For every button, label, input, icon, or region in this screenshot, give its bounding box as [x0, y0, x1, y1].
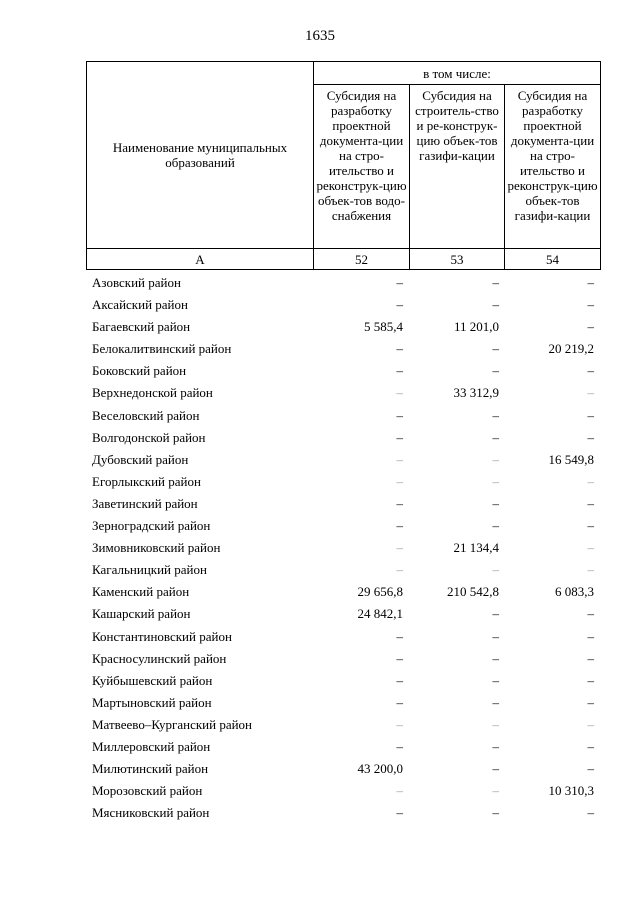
value-col-52: – [396, 694, 403, 710]
table-row [86, 758, 600, 780]
value-col-54: 10 310,3 [548, 783, 594, 799]
value-col-52: – [396, 473, 403, 489]
table-row [86, 670, 600, 692]
value-col-53: – [492, 341, 499, 357]
page-number: 1635 [305, 28, 335, 44]
municipality-name: Веселовский район [92, 407, 200, 423]
value-col-54: – [587, 738, 594, 754]
table-row [86, 449, 600, 471]
value-col-53: 33 312,9 [453, 385, 499, 401]
value-col-52: – [396, 363, 403, 379]
value-col-53: – [492, 495, 499, 511]
value-col-53: – [492, 628, 499, 644]
value-col-52: – [396, 341, 403, 357]
column-index-a: А [87, 249, 314, 270]
table-row [86, 559, 600, 581]
value-col-52: 43 200,0 [357, 761, 403, 777]
value-col-52: – [396, 716, 403, 732]
column-header-54: Субсидия на разработку проектной документа-ции на стро-ительство и реконструк-цию объек-тов газифи-кации [505, 85, 601, 249]
value-col-54: – [587, 495, 594, 511]
value-col-54: – [587, 606, 594, 622]
table-row [86, 493, 600, 515]
table-row [86, 537, 600, 559]
municipality-name: Зерноградский район [92, 518, 211, 534]
value-col-54: – [587, 672, 594, 688]
value-col-53: – [492, 738, 499, 754]
value-col-53: – [492, 297, 499, 313]
municipality-name: Кагальницкий район [92, 562, 207, 578]
value-col-52: – [396, 429, 403, 445]
value-col-53: – [492, 363, 499, 379]
table-row [86, 515, 600, 537]
value-col-53: 21 134,4 [453, 540, 499, 556]
municipality-name: Заветинский район [92, 495, 198, 511]
municipality-name: Азовский район [92, 275, 181, 290]
column-header-53: Субсидия на строитель-ство и ре-конструк-цию объек-тов газифи-кации [410, 85, 505, 249]
municipality-name: Каменский район [92, 584, 190, 600]
table-row [86, 581, 600, 603]
municipality-name: Боковский район [92, 363, 187, 379]
value-col-54: – [587, 363, 594, 379]
municipality-name: Дубовский район [92, 451, 189, 467]
value-col-52: – [396, 407, 403, 423]
column-header-52: Субсидия на разработку проектной документа-ции на стро-ительство и реконструк-цию объек-тов водо-снабжения [314, 85, 410, 249]
value-col-53: – [492, 429, 499, 445]
value-col-54: – [587, 407, 594, 423]
table-row [86, 405, 600, 427]
column-index-52: 52 [314, 249, 410, 270]
value-col-54: – [587, 562, 594, 578]
value-col-53: 210 542,8 [447, 584, 499, 600]
value-col-53: – [492, 518, 499, 534]
value-col-52: – [396, 297, 403, 313]
value-col-52: – [396, 540, 403, 556]
value-col-52: – [396, 495, 403, 511]
value-col-53: – [492, 451, 499, 467]
value-col-53: – [492, 694, 499, 710]
value-col-52: – [396, 275, 403, 290]
value-col-52: – [396, 562, 403, 578]
value-col-54: – [587, 628, 594, 644]
value-col-53: – [492, 606, 499, 622]
table-row [86, 626, 600, 648]
table-body [86, 272, 600, 824]
municipality-name: Егорлыкский район [92, 473, 201, 489]
value-col-54: – [587, 385, 594, 401]
value-col-54: – [587, 694, 594, 710]
value-col-54: – [587, 429, 594, 445]
value-col-52: 5 585,4 [364, 319, 403, 335]
value-col-52: – [396, 650, 403, 666]
value-col-52: – [396, 672, 403, 688]
municipality-name: Милютинский район [92, 761, 209, 777]
table-row [86, 714, 600, 736]
value-col-52: – [396, 385, 403, 401]
municipality-name: Мясниковский район [92, 805, 210, 821]
including-header: в том числе: [314, 62, 601, 85]
value-col-52: – [396, 783, 403, 799]
municipality-name: Аксайский район [92, 297, 188, 313]
municipality-name: Зимовниковский район [92, 540, 221, 556]
value-col-53: – [492, 761, 499, 777]
municipality-name: Верхнедонской район [92, 385, 213, 401]
table-header [86, 61, 601, 270]
value-col-52: 24 842,1 [357, 606, 403, 622]
value-col-52: – [396, 738, 403, 754]
municipality-name: Белокалитвинский район [92, 341, 232, 357]
value-col-53: – [492, 473, 499, 489]
value-col-53: – [492, 672, 499, 688]
value-col-54: – [587, 650, 594, 666]
table-row [86, 802, 600, 824]
table-row [86, 294, 600, 316]
municipality-name: Волгодонской район [92, 429, 206, 445]
value-col-54: 16 549,8 [548, 451, 594, 467]
value-col-53: – [492, 716, 499, 732]
value-col-53: – [492, 783, 499, 799]
value-col-53: – [492, 805, 499, 821]
value-col-52: – [396, 518, 403, 534]
value-col-54: – [587, 297, 594, 313]
table-row [86, 692, 600, 714]
table-row [86, 382, 600, 404]
municipality-name: Мартыновский район [92, 694, 212, 710]
value-col-52: – [396, 628, 403, 644]
value-col-54: – [587, 319, 594, 335]
value-col-53: – [492, 275, 499, 290]
table-row [86, 471, 600, 493]
table-row [86, 736, 600, 758]
municipality-name: Куйбышевский район [92, 672, 213, 688]
value-col-54: – [587, 518, 594, 534]
municipality-name: Константиновский район [92, 628, 232, 644]
value-col-53: – [492, 650, 499, 666]
table-row [86, 338, 600, 360]
table-row [86, 427, 600, 449]
value-col-52: – [396, 805, 403, 821]
value-col-54: – [587, 473, 594, 489]
value-col-54: – [587, 716, 594, 732]
value-col-54: – [587, 540, 594, 556]
table-row [86, 648, 600, 670]
municipality-name: Багаевский район [92, 319, 191, 335]
table-row [86, 360, 600, 382]
value-col-53: 11 201,0 [453, 319, 499, 335]
value-col-54: – [587, 275, 594, 290]
municipality-name: Матвеево–Курганский район [92, 716, 253, 732]
table-row [86, 272, 600, 294]
value-col-52: 29 656,8 [357, 584, 403, 600]
value-col-53: – [492, 562, 499, 578]
municipality-name: Кашарский район [92, 606, 191, 622]
value-col-54: – [587, 761, 594, 777]
name-column-header: Наименование муниципальных образований [87, 62, 314, 249]
municipality-name: Красносулинский район [92, 650, 227, 666]
value-col-54: 20 219,2 [548, 341, 594, 357]
value-col-53: – [492, 407, 499, 423]
value-col-52: – [396, 451, 403, 467]
table-row [86, 603, 600, 625]
value-col-54: – [587, 805, 594, 821]
municipality-name: Морозовский район [92, 783, 203, 799]
table-row [86, 780, 600, 802]
value-col-54: 6 083,3 [555, 584, 594, 600]
municipality-name: Миллеровский район [92, 738, 211, 754]
column-index-53: 53 [410, 249, 505, 270]
table-row [86, 316, 600, 338]
column-index-54: 54 [505, 249, 601, 270]
